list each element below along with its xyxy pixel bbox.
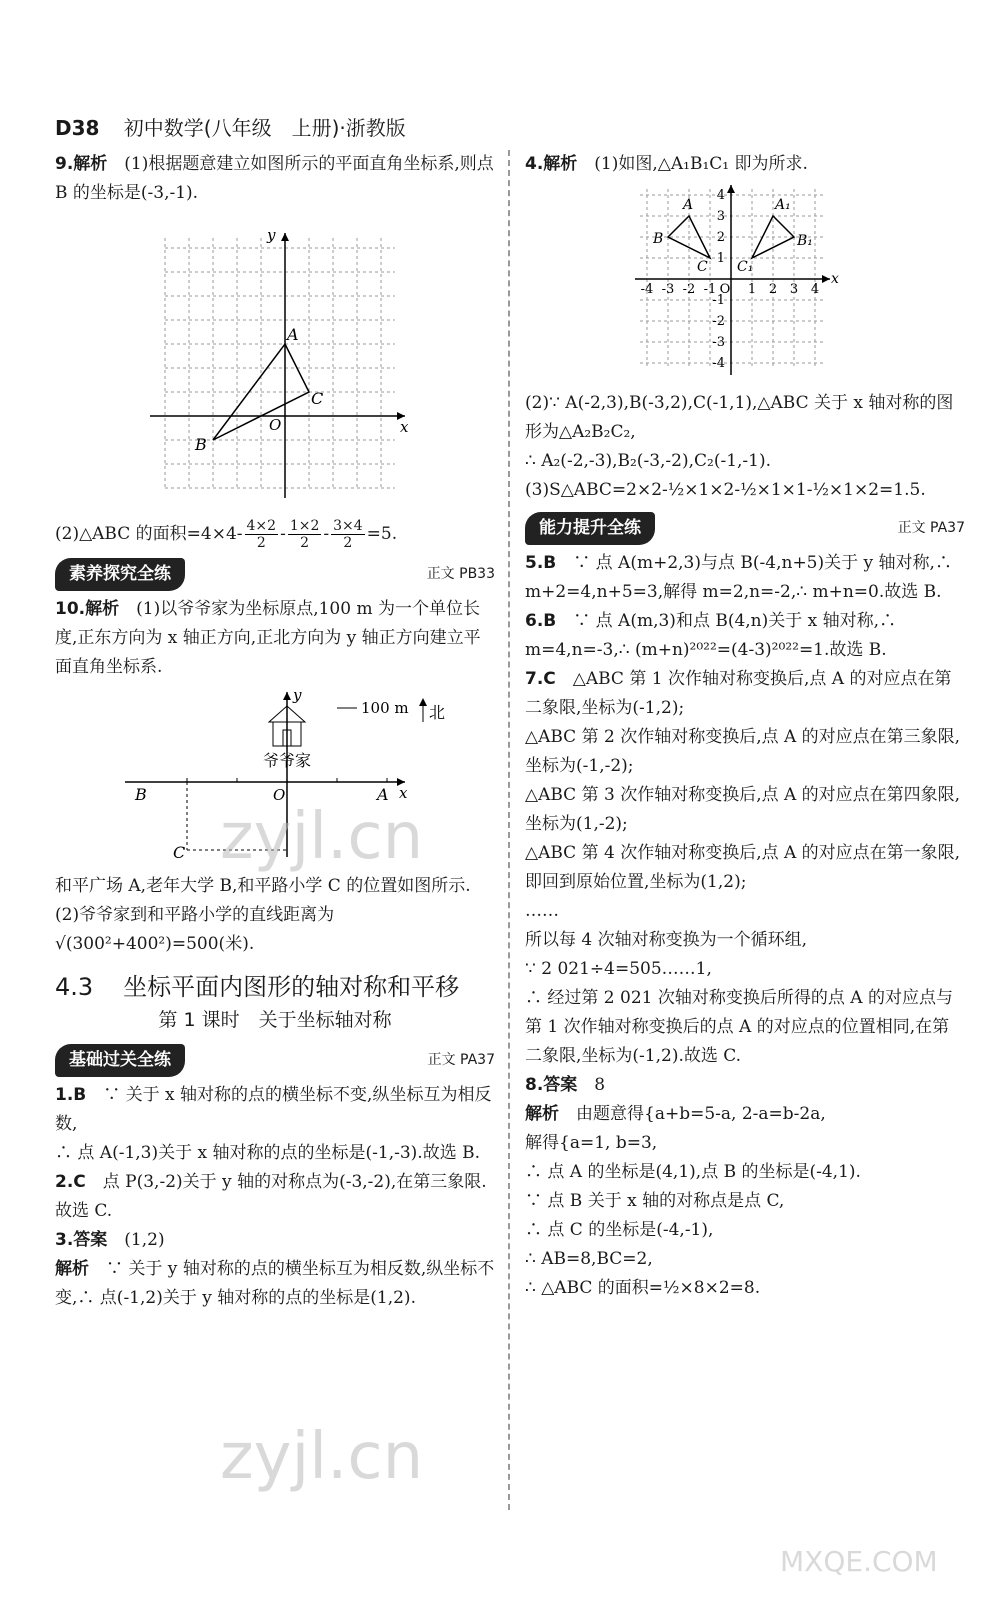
q7-h: ∵ 2 021÷4=505……1, — [525, 959, 712, 979]
q8-f: ∴ 点 A 的坐标是(4,1),点 B 的坐标是(-4,1). — [525, 1162, 861, 1182]
xtick: -3 — [661, 282, 675, 297]
q1-text: 1.B ∵ 关于 x 轴对称的点的横坐标不变,纵坐标互为相反数, — [55, 1085, 492, 1134]
q2-text: 2.C 点 P(3,-2)关于 y 轴的对称点为(-3,-2),在第三象限.故选 C. — [55, 1172, 487, 1221]
q7-text: 7.C △ABC 第 1 次作轴对称变换后,点 A 的对应点在第二象限,坐标为(-1,2); — [525, 669, 952, 718]
ytick: -3 — [712, 335, 725, 350]
graph-q9-x-label: x — [400, 418, 409, 436]
graph-q10-north: 北 — [429, 703, 446, 722]
q8-h: ∴ 点 C 的坐标是(-4,-1), — [525, 1220, 714, 1240]
page-header — [55, 112, 406, 141]
section-title: 4.3 坐标平面内图形的轴对称和平移 — [55, 973, 460, 1001]
q7-g: 所以每 4 次轴对称变换为一个循环组, — [525, 930, 808, 950]
watermark: MXQE.COM — [780, 1545, 938, 1578]
graph-q9-label-b: B — [195, 435, 207, 454]
q9-area: (2)△ABC 的面积=4×4- $\frac{4\times 2}{2}$ - $\frac{1\times 2}{2}$ - $\frac{3\times 4}{2}$ =5. — [55, 518, 398, 551]
column-divider — [508, 150, 510, 1510]
q7-i: ∴ 经过第 2 021 次轴对称变换后所得的点 A 的对应点与第 1 次作轴对称变换后的点 A 的对应点的位置相同,在第二象限,坐标为(-1,2).故选 C. — [525, 988, 953, 1066]
ytick: -2 — [712, 314, 725, 329]
graph-q9 — [55, 208, 495, 508]
q4-e: (3)S△ABC=2×2-½×1×2-½×1×1-½×1×2=1.5. — [525, 480, 926, 500]
graph-q10-label-a: A — [377, 785, 389, 804]
graph-q4-label-a: A — [683, 197, 694, 213]
xtick: -1 — [703, 282, 717, 297]
q7-d: △ABC 第 3 次作轴对称变换后,点 A 的对应点在第四象限,坐标为(1,-2); — [525, 785, 961, 834]
ytick: 4 — [716, 188, 725, 203]
q9-text: 9.解析 (1)根据题意建立如图所示的平面直角坐标系,则点 B 的坐标是(-3,-1). — [55, 154, 494, 203]
graph-q10-label-c: C — [173, 843, 186, 862]
graph-q10-y-label: y — [293, 686, 302, 704]
right-column — [525, 150, 965, 1303]
graph-q4-label-c: C — [697, 259, 708, 275]
ytick: 2 — [716, 230, 725, 245]
xtick: 4 — [810, 282, 820, 297]
q1-c: ∴ 点 A(-1,3)关于 x 轴对称的点的坐标是(-1,-3).故选 B. — [55, 1143, 481, 1163]
q7-e: △ABC 第 4 次作轴对称变换后,点 A 的对应点在第一象限,即回到原始位置,坐标为(1,2); — [525, 843, 961, 892]
graph-q10-scale: 100 m — [361, 699, 409, 717]
graph-q4-x-label: x — [831, 271, 839, 287]
q7-c: △ABC 第 2 次作轴对称变换后,点 A 的对应点在第三象限,坐标为(-1,-2); — [525, 727, 961, 776]
graph-q4-label-a1: A₁ — [775, 197, 791, 213]
q10-c: 和平广场 A,老年大学 B,和平路小学 C 的位置如图所示. — [55, 876, 471, 896]
q6-text: 6.B ∵ 点 A(m,3)和点 B(4,n)关于 x 轴对称,∴ m=4,n=-3,∴ (m+n)²⁰²²=(4-3)²⁰²²=1.故选 B. — [525, 611, 897, 660]
watermark: zyjl.cn — [220, 800, 424, 874]
page-number: D38 — [55, 116, 100, 140]
q5-text: 5.B ∵ 点 A(m+2,3)与点 B(-4,n+5)关于 y 轴对称,∴ m+2=4,n+5=3,解得 m=2,n=-2,∴ m+n=0.故选 B. — [525, 553, 952, 602]
banner-jichu: 基础过关全练 正文 PA37 — [55, 1043, 495, 1077]
graph-q9-label-a: A — [287, 325, 299, 344]
ytick: 1 — [716, 251, 725, 266]
xtick: O — [719, 282, 731, 297]
graph-q10-home: 爷爷家 — [262, 751, 312, 770]
graph-q9-y-label: y — [267, 226, 276, 244]
q8-g: ∵ 点 B 关于 x 轴的对称点是点 C, — [525, 1191, 785, 1211]
ytick: 3 — [716, 209, 725, 224]
graph-q10-origin: O — [273, 786, 286, 804]
xtick: -2 — [682, 282, 696, 297]
graph-q4-label-b1: B₁ — [797, 233, 813, 249]
graph-q10-label-b: B — [135, 785, 147, 804]
q8-j: ∴ △ABC 的面积=½×8×2=8. — [525, 1278, 761, 1298]
xtick: 3 — [789, 282, 799, 297]
xtick: 1 — [747, 282, 757, 297]
graph-q4 — [525, 179, 965, 379]
lesson-title: 第 1 课时 关于坐标轴对称 — [158, 1009, 392, 1031]
graph-q9-origin: O — [269, 416, 282, 434]
q3-answer: 3.答案 (1,2) — [55, 1230, 165, 1250]
q8-analysis: 解析 由题意得{a+b=5-a, 2-a=b-2a, — [525, 1104, 826, 1124]
ytick: -1 — [712, 293, 725, 308]
q4-c: (2)∵ A(-2,3),B(-3,2),C(-1,1),△ABC 关于 x 轴对称的图形为△A₂B₂C₂, — [525, 393, 954, 442]
xtick: -4 — [640, 282, 654, 297]
q10-text: 10.解析 (1)以爷爷家为坐标原点,100 m 为一个单位长度,正东方向为 x 轴正方向,正北方向为 y 轴正方向建立平面直角坐标系. — [55, 599, 481, 677]
q8-i: ∴ AB=8,BC=2, — [525, 1249, 653, 1269]
graph-q4-label-b: B — [653, 231, 664, 247]
q7-f: …… — [525, 901, 559, 921]
ytick: -4 — [712, 356, 725, 371]
q4-d: ∴ A₂(-2,-3),B₂(-3,-2),C₂(-1,-1). — [525, 451, 772, 471]
q3-analysis: 解析 ∵ 关于 y 轴对称的点的横坐标互为相反数,纵坐标不变,∴ 点(-1,2)关于 y 轴对称的点的坐标是(1,2). — [55, 1259, 495, 1308]
q4-text: 4.解析 (1)如图,△A₁B₁C₁ 即为所求. — [525, 154, 808, 174]
graph-q10-x-label: x — [399, 784, 408, 802]
banner-nengli: 能力提升全练 正文 PA37 — [525, 511, 965, 545]
xtick: 2 — [768, 282, 778, 297]
graph-q9-label-c: C — [311, 389, 324, 408]
banner-suyang: 素养探究全练 正文 PB33 — [55, 557, 495, 591]
q8-answer: 8.答案 8 — [525, 1075, 606, 1095]
graph-q4-label-c1: C₁ — [737, 259, 754, 275]
q8-e: 解得{a=1, b=3, — [525, 1133, 658, 1153]
q10-d: (2)爷爷家到和平路小学的直线距离为√(300²+400²)=500(米). — [55, 905, 335, 954]
watermark: zyjl.cn — [220, 1420, 424, 1494]
left-column — [55, 150, 495, 1313]
book-title: 初中数学(八年级 上册)·浙教版 — [123, 116, 406, 140]
